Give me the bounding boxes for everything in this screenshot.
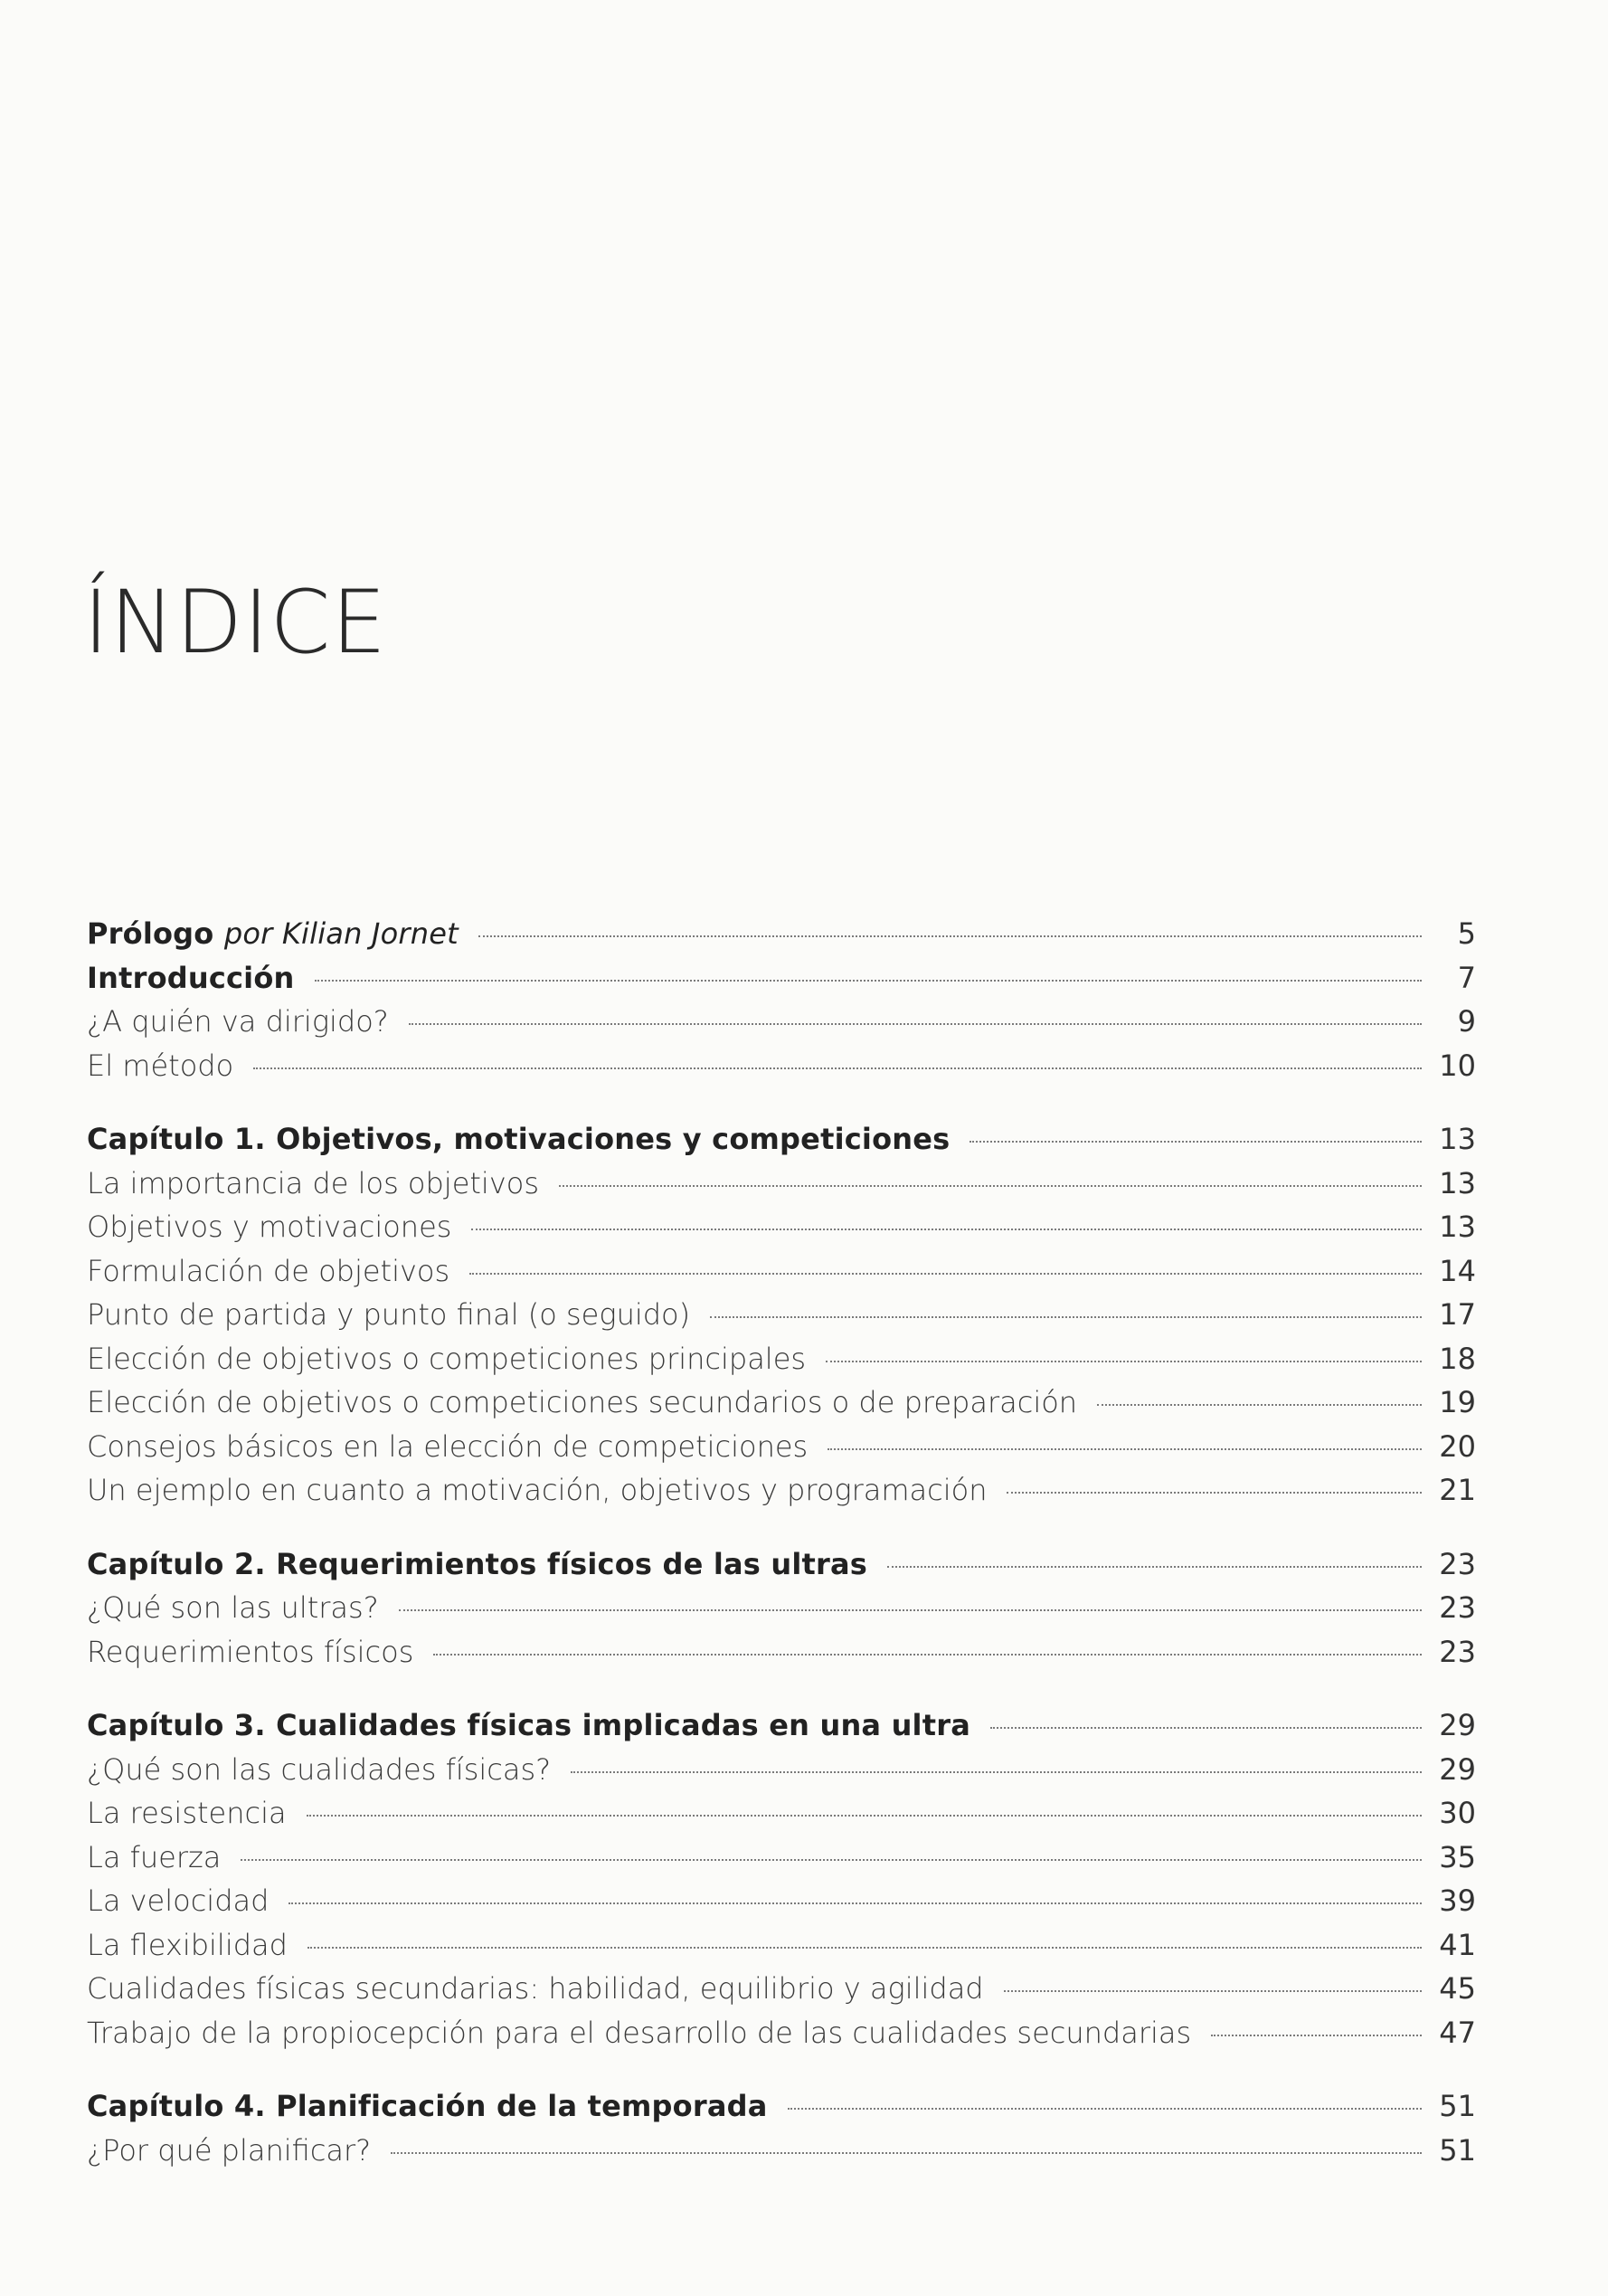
dot-leader bbox=[307, 1947, 1422, 1949]
toc-entry-page-number: 17 bbox=[1439, 1297, 1476, 1332]
dot-leader bbox=[710, 1316, 1422, 1318]
toc-entry-la-flexibilidad[interactable] bbox=[87, 1923, 1476, 1968]
toc-entry-page-number: 39 bbox=[1439, 1883, 1476, 1918]
toc-entry-page-number: 19 bbox=[1439, 1385, 1476, 1419]
toc-entry-punto-partida[interactable] bbox=[87, 1293, 1476, 1337]
toc-entry-page-number: 29 bbox=[1439, 1751, 1476, 1787]
dot-leader bbox=[241, 1859, 1422, 1861]
dot-leader bbox=[469, 1273, 1422, 1275]
dot-leader bbox=[788, 2108, 1422, 2110]
toc-entry-title: Elección de objetivos o competiciones principales bbox=[87, 1341, 807, 1376]
dot-leader bbox=[826, 1361, 1422, 1362]
dot-leader bbox=[399, 1609, 1422, 1611]
toc-entry-title: Un ejemplo en cuanto a motivación, objetivos y programación bbox=[87, 1473, 988, 1507]
dot-leader bbox=[828, 1448, 1422, 1450]
toc-entry-title-author: por Kilian Jornet bbox=[223, 916, 459, 951]
toc-entry-la-fuerza[interactable] bbox=[87, 1836, 1476, 1880]
table-of-contents bbox=[87, 912, 1476, 2202]
toc-entry-el-metodo[interactable] bbox=[87, 1044, 1476, 1088]
toc-entry-title: Objetivos y motivaciones bbox=[87, 1210, 452, 1244]
toc-section-capitulo-4 bbox=[87, 2084, 1476, 2172]
toc-entry-page-number: 21 bbox=[1439, 1473, 1476, 1507]
toc-entry-page-number: 14 bbox=[1439, 1253, 1476, 1288]
toc-entry-trabajo-propiocepcion[interactable] bbox=[87, 2011, 1476, 2055]
toc-entry-page-number: 41 bbox=[1439, 1927, 1476, 1962]
toc-entry-chapter-4[interactable] bbox=[87, 2084, 1476, 2129]
toc-entry-page-number: 29 bbox=[1439, 1708, 1476, 1742]
toc-section-front-matter bbox=[87, 912, 1476, 1087]
toc-entry-page-number: 35 bbox=[1439, 1839, 1476, 1874]
toc-entry-title: Capítulo 2. Requerimientos físicos de las ultras bbox=[87, 1546, 868, 1581]
toc-entry-page-number: 13 bbox=[1439, 1122, 1476, 1156]
toc-entry-title: Consejos básicos en la elección de competiciones bbox=[87, 1428, 809, 1464]
toc-entry-page-number: 30 bbox=[1439, 1796, 1476, 1830]
toc-entry-title: ¿Por qué planificar? bbox=[87, 2132, 372, 2168]
dot-leader bbox=[887, 1566, 1422, 1568]
toc-entry-chapter-3[interactable] bbox=[87, 1703, 1476, 1748]
toc-entry-title: Punto de partida y punto final (o seguido) bbox=[87, 1297, 691, 1332]
toc-entry-objetivos-motivaciones[interactable] bbox=[87, 1205, 1476, 1249]
toc-entry-title: La resistencia bbox=[87, 1796, 287, 1830]
toc-entry-title: Formulación de objetivos bbox=[87, 1253, 450, 1288]
dot-leader bbox=[990, 1727, 1422, 1729]
toc-entry-page-number: 45 bbox=[1439, 1971, 1476, 2006]
dot-leader bbox=[391, 2152, 1422, 2154]
dot-leader bbox=[433, 1654, 1422, 1656]
dot-leader bbox=[471, 1229, 1422, 1230]
toc-entry-page-number: 13 bbox=[1439, 1210, 1476, 1244]
page-title: ÍNDICE bbox=[83, 572, 388, 673]
toc-entry-title: ¿Qué son las ultras? bbox=[87, 1590, 379, 1625]
toc-entry-prologo[interactable] bbox=[87, 912, 1476, 956]
toc-entry-title-main: Prólogo bbox=[87, 916, 214, 951]
dot-leader bbox=[253, 1067, 1422, 1069]
toc-entry-cualidades-secundarias[interactable] bbox=[87, 1967, 1476, 2011]
dot-leader bbox=[1004, 1990, 1422, 1992]
toc-entry-page-number: 51 bbox=[1439, 2132, 1476, 2168]
toc-entry-title: El método bbox=[87, 1048, 234, 1083]
toc-entry-page-number: 23 bbox=[1439, 1590, 1476, 1625]
toc-entry-title bbox=[87, 912, 459, 955]
toc-entry-importancia-objetivos[interactable] bbox=[87, 1162, 1476, 1206]
toc-entry-requerimientos-fisicos[interactable] bbox=[87, 1630, 1476, 1675]
toc-entry-title: La fuerza bbox=[87, 1839, 222, 1874]
toc-entry-title: Elección de objetivos o competiciones secundarios o de preparación bbox=[87, 1385, 1078, 1419]
toc-entry-un-ejemplo[interactable] bbox=[87, 1468, 1476, 1513]
dot-leader bbox=[1007, 1492, 1422, 1494]
dot-leader bbox=[307, 1815, 1422, 1817]
dot-leader bbox=[1097, 1404, 1422, 1406]
dot-leader bbox=[1211, 2035, 1422, 2036]
toc-entry-a-quien-va-dirigido[interactable] bbox=[87, 1000, 1476, 1044]
toc-entry-title: Capítulo 4. Planificación de la temporada bbox=[87, 2089, 768, 2123]
toc-entry-title: La flexibilidad bbox=[87, 1927, 288, 1962]
toc-entry-eleccion-principales[interactable] bbox=[87, 1337, 1476, 1381]
toc-entry-page-number: 10 bbox=[1439, 1048, 1476, 1083]
toc-entry-page-number: 18 bbox=[1439, 1341, 1476, 1376]
toc-entry-title: La velocidad bbox=[87, 1883, 270, 1918]
toc-entry-title: Requerimientos físicos bbox=[87, 1634, 414, 1669]
toc-entry-page-number: 5 bbox=[1457, 916, 1476, 951]
dot-leader bbox=[571, 1771, 1422, 1773]
toc-entry-que-son-ultras[interactable] bbox=[87, 1586, 1476, 1630]
toc-entry-page-number: 23 bbox=[1439, 1546, 1476, 1581]
dot-leader bbox=[970, 1141, 1422, 1143]
dot-leader bbox=[559, 1185, 1422, 1187]
toc-entry-page-number: 23 bbox=[1439, 1634, 1476, 1669]
toc-entry-title: ¿Qué son las cualidades físicas? bbox=[87, 1751, 552, 1787]
toc-entry-chapter-2[interactable] bbox=[87, 1542, 1476, 1587]
toc-entry-formulacion-objetivos[interactable] bbox=[87, 1249, 1476, 1294]
toc-entry-title: Introducción bbox=[87, 960, 295, 995]
toc-entry-page-number: 7 bbox=[1457, 960, 1476, 995]
toc-entry-page-number: 51 bbox=[1439, 2089, 1476, 2123]
dot-leader bbox=[288, 1902, 1422, 1904]
toc-entry-que-son-cualidades[interactable] bbox=[87, 1748, 1476, 1792]
dot-leader bbox=[478, 935, 1422, 937]
dot-leader bbox=[409, 1023, 1422, 1025]
toc-entry-chapter-1[interactable] bbox=[87, 1117, 1476, 1162]
toc-entry-title: Cualidades físicas secundarias: habilidad, equilibrio y agilidad bbox=[87, 1971, 984, 2006]
toc-entry-por-que-planificar[interactable] bbox=[87, 2129, 1476, 2173]
toc-entry-title: Trabajo de la propiocepción para el desarrollo de las cualidades secundarias bbox=[87, 2015, 1192, 2050]
toc-entry-page-number: 47 bbox=[1439, 2015, 1476, 2050]
toc-entry-title: La importancia de los objetivos bbox=[87, 1165, 539, 1200]
toc-section-capitulo-1 bbox=[87, 1117, 1476, 1513]
toc-entry-la-resistencia[interactable] bbox=[87, 1791, 1476, 1836]
toc-entry-la-velocidad[interactable] bbox=[87, 1879, 1476, 1923]
toc-section-capitulo-3 bbox=[87, 1703, 1476, 2054]
toc-entry-title: Capítulo 3. Cualidades físicas implicadas en una ultra bbox=[87, 1708, 970, 1742]
dot-leader bbox=[315, 980, 1422, 982]
toc-entry-page-number: 13 bbox=[1439, 1165, 1476, 1200]
toc-entry-consejos-basicos[interactable] bbox=[87, 1425, 1476, 1469]
toc-section-capitulo-2 bbox=[87, 1542, 1476, 1675]
toc-entry-title: Capítulo 1. Objetivos, motivaciones y competiciones bbox=[87, 1122, 951, 1156]
toc-entry-page-number: 20 bbox=[1439, 1428, 1476, 1464]
toc-entry-page-number: 9 bbox=[1457, 1004, 1476, 1039]
toc-entry-title: ¿A quién va dirigido? bbox=[87, 1004, 389, 1039]
toc-entry-introduccion[interactable] bbox=[87, 956, 1476, 1001]
toc-entry-eleccion-secundarios[interactable] bbox=[87, 1380, 1476, 1425]
